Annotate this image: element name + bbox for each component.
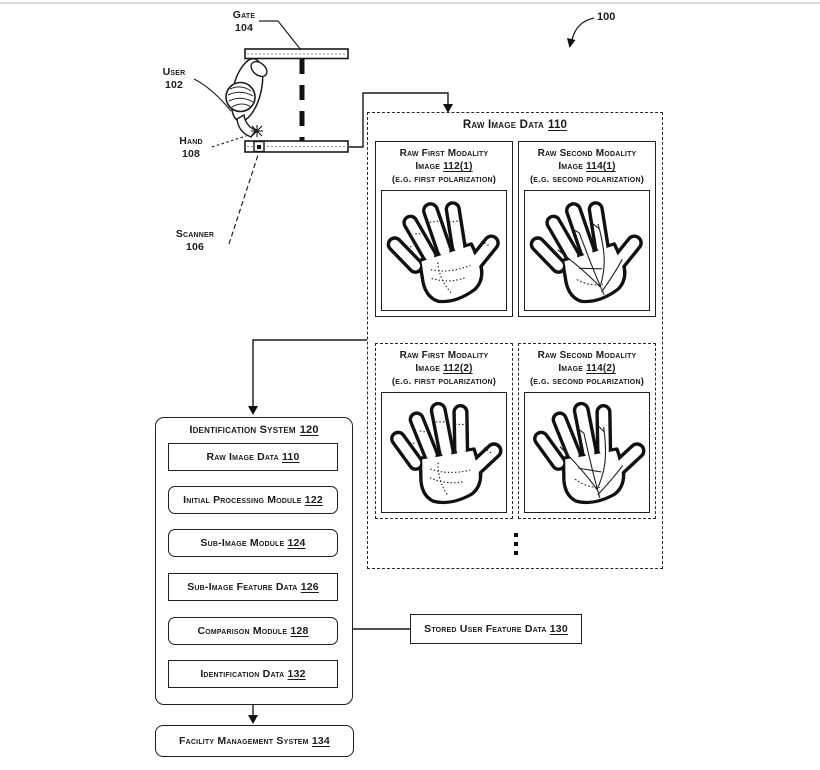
figure-ref-label: 100 — [597, 11, 616, 23]
hand-palm-image-second-modality-2 — [524, 392, 650, 513]
scanner-leader-line — [229, 155, 258, 244]
user-figure — [226, 56, 270, 137]
hand-sparkle — [251, 125, 263, 137]
hand-leader-line — [212, 136, 246, 147]
raw-first-modality-image-2-box: Raw First Modality Image 112(2) (e.g. first polarization) — [375, 343, 513, 519]
module-comparison: Comparison Module 128 — [168, 617, 338, 645]
module-identification-data: Identification Data 132 — [168, 660, 338, 688]
scanner-sensor-dot — [257, 145, 261, 149]
raw-second-modality-image-2-box: Raw Second Modality Image 114(2) (e.g. second polarization) — [518, 343, 656, 519]
module-initial-processing: Initial Processing Module 122 — [168, 486, 338, 514]
more-images-ellipsis — [514, 533, 518, 555]
user-label: User 102 — [162, 66, 186, 91]
hand-palm-image-second-modality-1 — [524, 190, 650, 311]
module-raw-image-data: Raw Image Data 110 — [168, 443, 338, 471]
gate-label: Gate 104 — [232, 9, 256, 34]
identification-system-title: Identification System 120 — [189, 424, 319, 436]
stored-user-feature-data-box: Stored User Feature Data 130 — [410, 614, 582, 644]
identification-system-box — [155, 417, 353, 705]
scanner-label: Scanner 106 — [175, 228, 215, 253]
hand-label: Hand 108 — [179, 135, 203, 160]
raw-image-data-title: Raw Image Data 110 — [462, 119, 568, 131]
raw-image-data-box — [367, 112, 663, 569]
hand-palm-image-first-modality-2 — [381, 392, 507, 513]
raw-first-modality-image-1-box: Raw First Modality Image 112(1) (e.g. first polarization) — [375, 141, 513, 317]
module-sub-image: Sub-Image Module 124 — [168, 529, 338, 557]
facility-management-system-box: Facility Management System 134 — [155, 725, 354, 757]
raw-second-modality-image-1-box: Raw Second Modality Image 114(1) (e.g. second polarization) — [518, 141, 656, 317]
module-sub-image-feature-data: Sub-Image Feature Data 126 — [168, 573, 338, 601]
connector-raw-image-data-to-identification-system — [253, 340, 367, 406]
figure-ref-arrow — [567, 18, 594, 48]
hand-palm-image-first-modality-1 — [381, 190, 507, 311]
